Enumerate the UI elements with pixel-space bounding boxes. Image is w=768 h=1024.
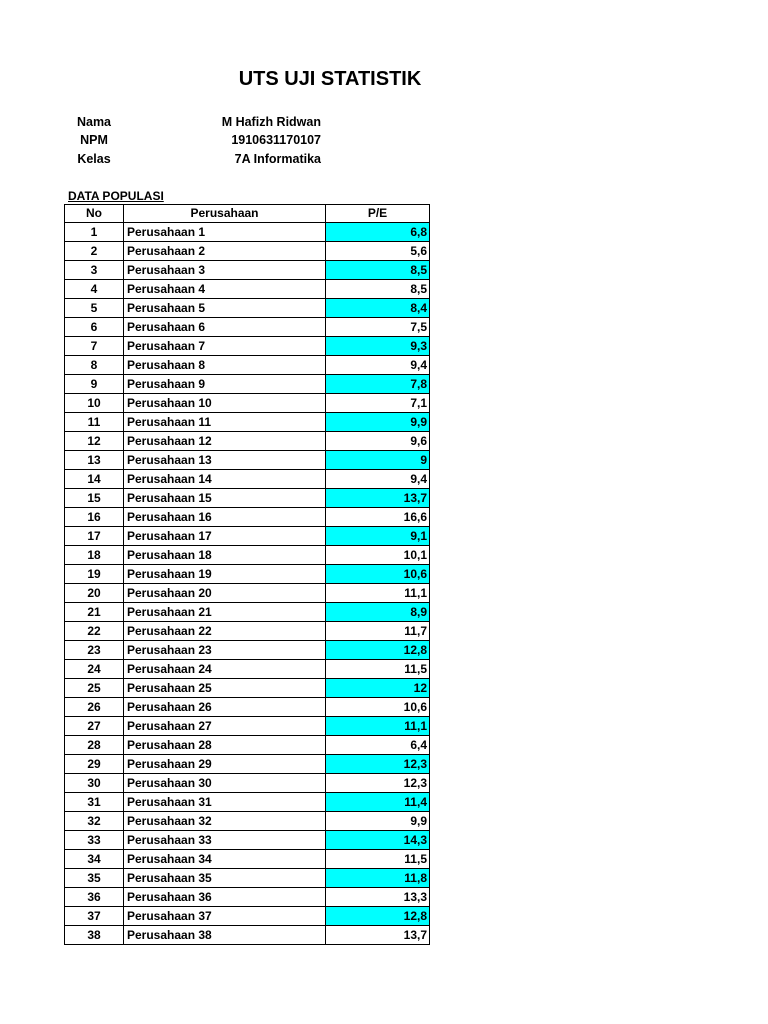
table-row: [65, 793, 430, 812]
table-row: [65, 394, 430, 413]
cell-perusahaan: Perusahaan 16: [124, 508, 326, 527]
table-row: [65, 717, 430, 736]
cell-pe: 12,8: [326, 641, 430, 660]
table-row: [65, 451, 430, 470]
cell-perusahaan: Perusahaan 28: [124, 736, 326, 755]
cell-no: 27: [65, 717, 124, 736]
cell-no: 10: [65, 394, 124, 413]
cell-perusahaan: Perusahaan 4: [124, 280, 326, 299]
cell-no: 12: [65, 432, 124, 451]
cell-pe: 9,4: [326, 470, 430, 489]
cell-pe: 8,9: [326, 603, 430, 622]
cell-no: 15: [65, 489, 124, 508]
cell-no: 28: [65, 736, 124, 755]
table-row: [65, 337, 430, 356]
cell-pe: 12,8: [326, 907, 430, 926]
cell-perusahaan: Perusahaan 23: [124, 641, 326, 660]
kelas-label: Kelas: [77, 152, 111, 166]
cell-no: 5: [65, 299, 124, 318]
cell-perusahaan: Perusahaan 19: [124, 565, 326, 584]
cell-pe: 7,1: [326, 394, 430, 413]
cell-no: 22: [65, 622, 124, 641]
cell-no: 35: [65, 869, 124, 888]
cell-pe: 9,9: [326, 812, 430, 831]
cell-pe: 6,8: [326, 223, 430, 242]
cell-perusahaan: Perusahaan 30: [124, 774, 326, 793]
cell-perusahaan: Perusahaan 33: [124, 831, 326, 850]
cell-no: 38: [65, 926, 124, 945]
table-row: [65, 299, 430, 318]
cell-pe: 14,3: [326, 831, 430, 850]
table-row: [65, 223, 430, 242]
cell-pe: 10,1: [326, 546, 430, 565]
table-row: [65, 888, 430, 907]
cell-no: 26: [65, 698, 124, 717]
cell-pe: 11,1: [326, 584, 430, 603]
table-body: [65, 223, 430, 945]
cell-no: 34: [65, 850, 124, 869]
cell-pe: 9,6: [326, 432, 430, 451]
cell-pe: 9,1: [326, 527, 430, 546]
table-row: [65, 508, 430, 527]
cell-no: 29: [65, 755, 124, 774]
cell-pe: 5,6: [326, 242, 430, 261]
npm-value: 1910631170107: [231, 133, 321, 147]
cell-no: 37: [65, 907, 124, 926]
cell-no: 11: [65, 413, 124, 432]
cell-perusahaan: Perusahaan 3: [124, 261, 326, 280]
table-row: [65, 641, 430, 660]
table-header-row: [65, 205, 430, 223]
cell-pe: 12,3: [326, 755, 430, 774]
table-row: [65, 850, 430, 869]
table-row: [65, 318, 430, 337]
cell-perusahaan: Perusahaan 31: [124, 793, 326, 812]
cell-no: 14: [65, 470, 124, 489]
table-row: [65, 565, 430, 584]
cell-pe: 7,5: [326, 318, 430, 337]
cell-no: 24: [65, 660, 124, 679]
table-row: [65, 660, 430, 679]
table-row: [65, 736, 430, 755]
cell-perusahaan: Perusahaan 25: [124, 679, 326, 698]
table-row: [65, 375, 430, 394]
cell-pe: 13,7: [326, 489, 430, 508]
table-row: [65, 470, 430, 489]
kelas-value: 7A Informatika: [234, 152, 321, 166]
nama-value: M Hafizh Ridwan: [221, 115, 321, 129]
cell-perusahaan: Perusahaan 35: [124, 869, 326, 888]
cell-pe: 12: [326, 679, 430, 698]
table-row: [65, 242, 430, 261]
cell-perusahaan: Perusahaan 34: [124, 850, 326, 869]
cell-pe: 9,3: [326, 337, 430, 356]
header-no: No: [65, 205, 124, 223]
table-row: [65, 413, 430, 432]
cell-perusahaan: Perusahaan 29: [124, 755, 326, 774]
cell-pe: 16,6: [326, 508, 430, 527]
header-perusahaan: Perusahaan: [124, 205, 326, 223]
cell-pe: 11,1: [326, 717, 430, 736]
header-pe: P/E: [326, 205, 430, 223]
cell-pe: 11,7: [326, 622, 430, 641]
cell-no: 3: [65, 261, 124, 280]
table-row: [65, 489, 430, 508]
table-row: [65, 622, 430, 641]
cell-no: 9: [65, 375, 124, 394]
cell-pe: 13,3: [326, 888, 430, 907]
table-row: [65, 432, 430, 451]
cell-perusahaan: Perusahaan 7: [124, 337, 326, 356]
cell-perusahaan: Perusahaan 27: [124, 717, 326, 736]
cell-perusahaan: Perusahaan 9: [124, 375, 326, 394]
cell-no: 25: [65, 679, 124, 698]
cell-perusahaan: Perusahaan 5: [124, 299, 326, 318]
table-row: [65, 603, 430, 622]
table-row: [65, 679, 430, 698]
cell-pe: 9,9: [326, 413, 430, 432]
cell-perusahaan: Perusahaan 32: [124, 812, 326, 831]
cell-perusahaan: Perusahaan 17: [124, 527, 326, 546]
cell-pe: 13,7: [326, 926, 430, 945]
cell-perusahaan: Perusahaan 21: [124, 603, 326, 622]
cell-perusahaan: Perusahaan 38: [124, 926, 326, 945]
cell-no: 16: [65, 508, 124, 527]
cell-no: 33: [65, 831, 124, 850]
cell-no: 4: [65, 280, 124, 299]
table-row: [65, 584, 430, 603]
cell-no: 13: [65, 451, 124, 470]
cell-pe: 8,5: [326, 261, 430, 280]
table-row: [65, 907, 430, 926]
cell-no: 17: [65, 527, 124, 546]
cell-no: 31: [65, 793, 124, 812]
cell-perusahaan: Perusahaan 11: [124, 413, 326, 432]
cell-no: 19: [65, 565, 124, 584]
cell-no: 18: [65, 546, 124, 565]
table-row: [65, 698, 430, 717]
cell-perusahaan: Perusahaan 12: [124, 432, 326, 451]
cell-no: 2: [65, 242, 124, 261]
table-row: [65, 755, 430, 774]
cell-pe: 9,4: [326, 356, 430, 375]
table-row: [65, 926, 430, 945]
cell-perusahaan: Perusahaan 36: [124, 888, 326, 907]
page-title: UTS UJI STATISTIK: [238, 68, 422, 90]
cell-no: 6: [65, 318, 124, 337]
cell-perusahaan: Perusahaan 2: [124, 242, 326, 261]
cell-no: 23: [65, 641, 124, 660]
table-row: [65, 527, 430, 546]
table-row: [65, 546, 430, 565]
population-table: [64, 204, 430, 945]
cell-perusahaan: Perusahaan 26: [124, 698, 326, 717]
cell-perusahaan: Perusahaan 24: [124, 660, 326, 679]
nama-label: Nama: [76, 115, 112, 129]
cell-no: 30: [65, 774, 124, 793]
cell-perusahaan: Perusahaan 6: [124, 318, 326, 337]
cell-perusahaan: Perusahaan 15: [124, 489, 326, 508]
cell-no: 7: [65, 337, 124, 356]
cell-pe: 10,6: [326, 565, 430, 584]
npm-label: NPM: [80, 133, 108, 147]
cell-perusahaan: Perusahaan 18: [124, 546, 326, 565]
cell-pe: 11,5: [326, 660, 430, 679]
cell-no: 32: [65, 812, 124, 831]
cell-pe: 10,6: [326, 698, 430, 717]
cell-perusahaan: Perusahaan 14: [124, 470, 326, 489]
cell-pe: 11,5: [326, 850, 430, 869]
cell-perusahaan: Perusahaan 8: [124, 356, 326, 375]
table-row: [65, 869, 430, 888]
cell-perusahaan: Perusahaan 37: [124, 907, 326, 926]
cell-no: 1: [65, 223, 124, 242]
cell-pe: 7,8: [326, 375, 430, 394]
table-row: [65, 356, 430, 375]
cell-perusahaan: Perusahaan 10: [124, 394, 326, 413]
cell-no: 21: [65, 603, 124, 622]
cell-pe: 9: [326, 451, 430, 470]
cell-perusahaan: Perusahaan 22: [124, 622, 326, 641]
table-row: [65, 280, 430, 299]
cell-no: 36: [65, 888, 124, 907]
table-row: [65, 831, 430, 850]
cell-pe: 11,8: [326, 869, 430, 888]
cell-pe: 8,4: [326, 299, 430, 318]
cell-pe: 8,5: [326, 280, 430, 299]
table-row: [65, 261, 430, 280]
section-label-data-populasi: DATA POPULASI: [68, 189, 164, 203]
cell-perusahaan: Perusahaan 13: [124, 451, 326, 470]
cell-pe: 11,4: [326, 793, 430, 812]
cell-no: 8: [65, 356, 124, 375]
table-row: [65, 774, 430, 793]
cell-no: 20: [65, 584, 124, 603]
cell-pe: 6,4: [326, 736, 430, 755]
cell-pe: 12,3: [326, 774, 430, 793]
cell-perusahaan: Perusahaan 20: [124, 584, 326, 603]
cell-perusahaan: Perusahaan 1: [124, 223, 326, 242]
table-row: [65, 812, 430, 831]
